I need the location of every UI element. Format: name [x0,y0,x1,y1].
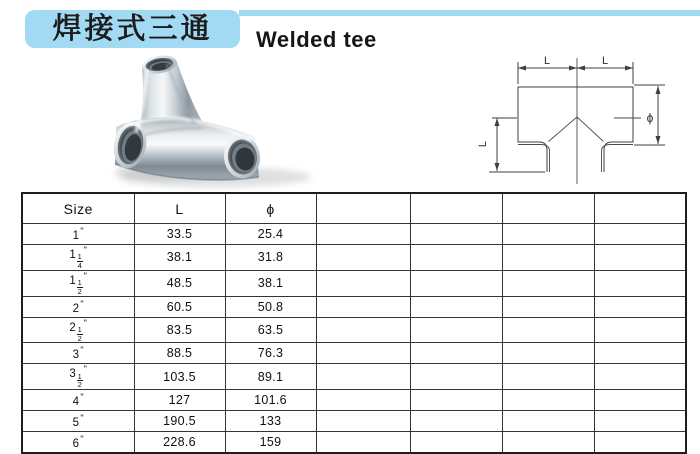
inch-mark: " [83,364,88,375]
table-row [22,296,686,317]
empty-cell [316,390,410,411]
l-value-cell: 190.5 [134,411,225,432]
empty-cell [410,296,502,317]
empty-cell [316,411,410,432]
empty-cell [410,390,502,411]
inch-mark: " [80,298,84,309]
inch-mark: " [83,245,88,255]
dim-label-left: L [477,140,489,148]
dim-label-top-left: L [543,55,551,67]
size-fraction: $\frac{1}{2}$ [77,371,83,390]
col-header-empty [594,193,686,224]
tech-diagram [468,48,700,196]
size-cell: 3" [22,343,134,364]
empty-cell [316,343,410,364]
empty-cell [502,245,594,271]
product-photo [103,50,328,192]
size-cell: 1 $\frac{1}{2}$ " [22,270,134,296]
empty-cell [502,224,594,245]
table-row [22,390,686,411]
empty-cell [410,270,502,296]
page-title-en: Welded tee [256,27,377,52]
l-value-cell: 88.5 [134,343,225,364]
size-cell: 3 $\frac{1}{2}$ " [22,364,134,390]
size-fraction: $\frac{1}{2}$ [77,324,83,343]
size-cell: 2 $\frac{1}{2}$ " [22,317,134,343]
l-value-cell: 38.1 [134,245,225,271]
empty-cell [316,296,410,317]
size-cell: 4" [22,390,134,411]
empty-cell [502,411,594,432]
dim-label-top-right: L [601,55,609,67]
l-value-cell: 228.6 [134,432,225,454]
l-value-cell: 60.5 [134,296,225,317]
empty-cell [502,270,594,296]
empty-cell [594,270,686,296]
empty-cell [316,432,410,454]
inch-mark: " [83,317,88,328]
table-row [22,224,686,245]
table-row [22,343,686,364]
inch-mark: " [80,226,84,237]
phi-value-cell: 159 [225,432,316,454]
empty-cell [410,317,502,343]
empty-cell [410,364,502,390]
empty-cell [594,364,686,390]
header-accent-stripe [239,10,700,16]
table-row [22,411,686,432]
empty-cell [502,343,594,364]
empty-cell [594,245,686,271]
spec-table [21,192,687,454]
empty-cell [502,432,594,454]
l-value-cell: 83.5 [134,317,225,343]
empty-cell [502,317,594,343]
size-fraction: $\frac{1}{4}$ [77,252,83,270]
phi-value-cell: 89.1 [225,364,316,390]
empty-cell [316,364,410,390]
size-cell: 1 $\frac{1}{4}$ " [22,245,134,271]
col-header-l: L [134,193,225,224]
col-header-empty [410,193,502,224]
empty-cell [594,296,686,317]
empty-cell [316,270,410,296]
phi-value-cell: 25.4 [225,224,316,245]
empty-cell [410,224,502,245]
inch-mark: " [80,413,84,424]
empty-cell [316,317,410,343]
phi-value-cell: 133 [225,411,316,432]
empty-cell [594,224,686,245]
empty-cell [316,224,410,245]
empty-cell [316,245,410,271]
empty-cell [502,364,594,390]
col-header-ϕ: ϕ [225,193,316,224]
inch-mark: " [83,270,88,281]
col-header-size: Size [22,193,134,224]
empty-cell [502,390,594,411]
table-row [22,245,686,271]
empty-cell [410,245,502,271]
empty-cell [410,343,502,364]
size-cell: 5" [22,411,134,432]
inch-mark: " [80,345,84,356]
table-row [22,317,686,343]
size-cell: 2" [22,296,134,317]
title-highlight-box [25,10,240,48]
empty-cell [410,411,502,432]
col-header-empty [316,193,410,224]
empty-cell [502,296,594,317]
l-value-cell: 103.5 [134,364,225,390]
table-row [22,364,686,390]
empty-cell [594,343,686,364]
size-cell: 6" [22,432,134,454]
size-cell: 1" [22,224,134,245]
l-value-cell: 33.5 [134,224,225,245]
phi-value-cell: 38.1 [225,270,316,296]
table-row [22,432,686,454]
col-header-empty [502,193,594,224]
dim-label-right: ϕ [646,111,654,125]
empty-cell [594,411,686,432]
phi-value-cell: 31.8 [225,245,316,271]
empty-cell [594,317,686,343]
phi-value-cell: 101.6 [225,390,316,411]
phi-value-cell: 63.5 [225,317,316,343]
l-value-cell: 127 [134,390,225,411]
empty-cell [410,432,502,454]
inch-mark: " [80,392,84,403]
phi-value-cell: 50.8 [225,296,316,317]
inch-mark: " [80,434,84,445]
size-fraction: $\frac{1}{2}$ [77,277,83,296]
page-title-zh: 焊接式三通 [52,13,213,45]
l-value-cell: 48.5 [134,270,225,296]
table-header-row [22,193,686,224]
phi-value-cell: 76.3 [225,343,316,364]
empty-cell [594,432,686,454]
table-row [22,270,686,296]
empty-cell [594,390,686,411]
